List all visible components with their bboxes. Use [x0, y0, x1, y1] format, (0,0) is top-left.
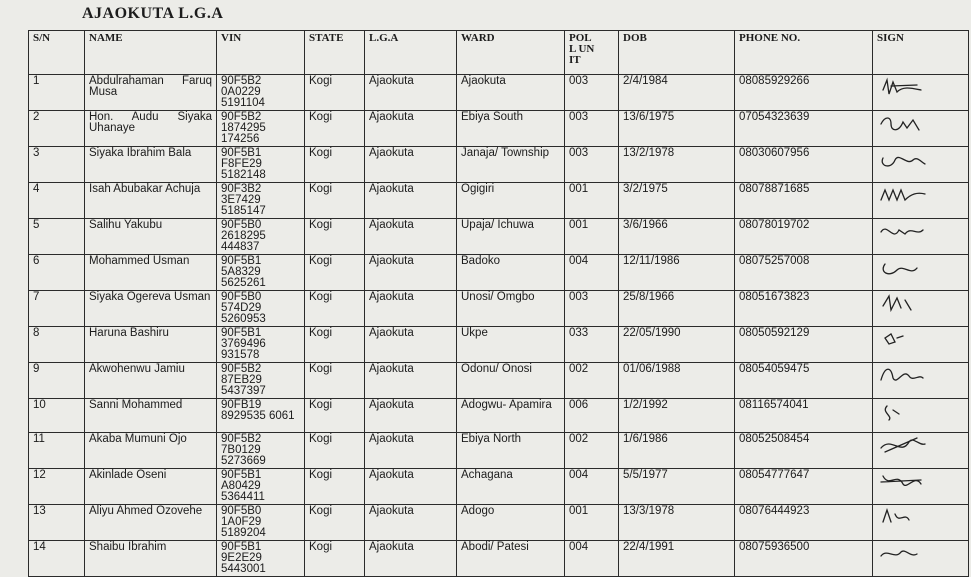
cell-ward: Abodi/ Patesi — [457, 541, 565, 577]
signature-cell — [873, 433, 969, 469]
cell-vin: 90F3B2 3E7429 5185147 — [217, 183, 305, 219]
cell-ward: Ebiya North — [457, 433, 565, 469]
header-sign: SIGN — [873, 31, 969, 75]
table-row — [29, 505, 969, 541]
cell-lga: Ajaokuta — [365, 219, 457, 255]
cell-state: Kogi — [305, 433, 365, 469]
handwritten-signature — [877, 292, 933, 318]
table-row — [29, 363, 969, 399]
handwritten-signature — [877, 470, 933, 496]
cell-pu: 001 — [565, 219, 619, 255]
cell-pu: 033 — [565, 327, 619, 363]
header-sn: S/N — [29, 31, 85, 75]
cell-lga: Ajaokuta — [365, 291, 457, 327]
cell-ward: Upaja/ Ichuwa — [457, 219, 565, 255]
cell-vin: 90F5B2 7B0129 5273669 — [217, 433, 305, 469]
table-row — [29, 291, 969, 327]
cell-lga: Ajaokuta — [365, 469, 457, 505]
cell-pu: 003 — [565, 147, 619, 183]
cell-sn: 3 — [29, 147, 85, 183]
cell-ward: Achagana — [457, 469, 565, 505]
cell-name: Shaibu Ibrahim — [85, 541, 217, 577]
cell-pu: 001 — [565, 183, 619, 219]
cell-phone: 08078019702 — [735, 219, 873, 255]
cell-name: Abdulrahaman Faruq Musa — [85, 75, 217, 111]
cell-vin: 90F5B2 0A0229 5191104 — [217, 75, 305, 111]
cell-name: Salihu Yakubu — [85, 219, 217, 255]
signature-cell — [873, 541, 969, 577]
cell-dob: 2/4/1984 — [619, 75, 735, 111]
cell-sn: 9 — [29, 363, 85, 399]
cell-phone: 08075936500 — [735, 541, 873, 577]
cell-phone: 08054059475 — [735, 363, 873, 399]
handwritten-signature — [877, 112, 933, 138]
cell-dob: 12/11/1986 — [619, 255, 735, 291]
handwritten-signature — [877, 148, 933, 174]
cell-dob: 13/2/1978 — [619, 147, 735, 183]
cell-dob: 3/2/1975 — [619, 183, 735, 219]
handwritten-signature — [877, 220, 933, 246]
cell-dob: 13/6/1975 — [619, 111, 735, 147]
table-row — [29, 327, 969, 363]
cell-state: Kogi — [305, 183, 365, 219]
signature-cell — [873, 255, 969, 291]
cell-pu: 002 — [565, 433, 619, 469]
cell-ward: Badoko — [457, 255, 565, 291]
signature-cell — [873, 291, 969, 327]
header-poll-unit: POLL UNIT — [565, 31, 619, 75]
cell-lga: Ajaokuta — [365, 433, 457, 469]
cell-sn: 10 — [29, 399, 85, 433]
cell-name: Mohammed Usman — [85, 255, 217, 291]
header-phone: PHONE NO. — [735, 31, 873, 75]
signature-cell — [873, 399, 969, 433]
cell-ward: Adogo — [457, 505, 565, 541]
cell-dob: 3/6/1966 — [619, 219, 735, 255]
table-row — [29, 255, 969, 291]
signature-cell — [873, 505, 969, 541]
signature-cell — [873, 147, 969, 183]
cell-pu: 001 — [565, 505, 619, 541]
voter-register-table — [28, 30, 969, 577]
cell-dob: 22/4/1991 — [619, 541, 735, 577]
cell-sn: 11 — [29, 433, 85, 469]
cell-name: Isah Abubakar Achuja — [85, 183, 217, 219]
cell-state: Kogi — [305, 363, 365, 399]
cell-phone: 08076444923 — [735, 505, 873, 541]
cell-ward: Ukpe — [457, 327, 565, 363]
signature-cell — [873, 111, 969, 147]
cell-state: Kogi — [305, 111, 365, 147]
cell-pu: 004 — [565, 469, 619, 505]
cell-pu: 002 — [565, 363, 619, 399]
signature-cell — [873, 75, 969, 111]
cell-vin: 90F5B1 3769496 931578 — [217, 327, 305, 363]
cell-state: Kogi — [305, 219, 365, 255]
cell-phone: 08052508454 — [735, 433, 873, 469]
handwritten-signature — [877, 506, 933, 532]
cell-sn: 13 — [29, 505, 85, 541]
cell-state: Kogi — [305, 255, 365, 291]
header-name: NAME — [85, 31, 217, 75]
cell-pu: 003 — [565, 75, 619, 111]
cell-vin: 90F5B0 574D29 5260953 — [217, 291, 305, 327]
cell-dob: 22/05/1990 — [619, 327, 735, 363]
cell-name: Siyaka Ibrahim Bala — [85, 147, 217, 183]
signature-cell — [873, 469, 969, 505]
cell-vin: 90F5B0 1A0F29 5189204 — [217, 505, 305, 541]
cell-state: Kogi — [305, 147, 365, 183]
cell-phone: 08054777647 — [735, 469, 873, 505]
cell-vin: 90F5B1 F8FE29 5182148 — [217, 147, 305, 183]
cell-lga: Ajaokuta — [365, 399, 457, 433]
cell-pu: 004 — [565, 541, 619, 577]
cell-lga: Ajaokuta — [365, 147, 457, 183]
signature-cell — [873, 219, 969, 255]
cell-vin: 90F5B2 1874295 174256 — [217, 111, 305, 147]
cell-lga: Ajaokuta — [365, 327, 457, 363]
cell-name: Hon. Audu Siyaka Uhanaye — [85, 111, 217, 147]
cell-vin: 90F5B1 A80429 5364411 — [217, 469, 305, 505]
cell-phone: 08050592129 — [735, 327, 873, 363]
cell-dob: 1/6/1986 — [619, 433, 735, 469]
cell-state: Kogi — [305, 505, 365, 541]
cell-sn: 7 — [29, 291, 85, 327]
cell-state: Kogi — [305, 399, 365, 433]
signature-cell — [873, 183, 969, 219]
cell-phone: 08078871685 — [735, 183, 873, 219]
handwritten-signature — [877, 364, 933, 390]
cell-sn: 5 — [29, 219, 85, 255]
header-state: STATE — [305, 31, 365, 75]
cell-sn: 12 — [29, 469, 85, 505]
cell-sn: 2 — [29, 111, 85, 147]
cell-phone: 07054323639 — [735, 111, 873, 147]
handwritten-signature — [877, 400, 933, 426]
cell-vin: 90F5B1 5A8329 5625261 — [217, 255, 305, 291]
cell-name: Akinlade Oseni — [85, 469, 217, 505]
handwritten-signature — [877, 542, 933, 568]
cell-name: Siyaka Ogereva Usman — [85, 291, 217, 327]
table-row — [29, 75, 969, 111]
header-vin: VIN — [217, 31, 305, 75]
document-title: AJAOKUTA L.G.A — [82, 5, 224, 22]
handwritten-signature — [877, 434, 933, 460]
handwritten-signature — [877, 184, 933, 210]
signature-cell — [873, 327, 969, 363]
cell-sn: 6 — [29, 255, 85, 291]
cell-vin: 90FB19 8929535 6061 — [217, 399, 305, 433]
cell-pu: 006 — [565, 399, 619, 433]
signature-cell — [873, 363, 969, 399]
cell-name: Akwohenwu Jamiu — [85, 363, 217, 399]
table-header-row — [29, 31, 969, 75]
cell-lga: Ajaokuta — [365, 111, 457, 147]
cell-lga: Ajaokuta — [365, 183, 457, 219]
cell-lga: Ajaokuta — [365, 75, 457, 111]
cell-vin: 90F5B1 9E2E29 5443001 — [217, 541, 305, 577]
cell-state: Kogi — [305, 75, 365, 111]
handwritten-signature — [877, 76, 933, 102]
cell-sn: 14 — [29, 541, 85, 577]
cell-lga: Ajaokuta — [365, 363, 457, 399]
cell-ward: Ajaokuta — [457, 75, 565, 111]
cell-name: Sanni Mohammed — [85, 399, 217, 433]
cell-dob: 1/2/1992 — [619, 399, 735, 433]
cell-ward: Adogwu- Apamira — [457, 399, 565, 433]
header-lga: L.G.A — [365, 31, 457, 75]
table-row — [29, 541, 969, 577]
cell-phone: 08116574041 — [735, 399, 873, 433]
handwritten-signature — [877, 256, 933, 282]
cell-dob: 13/3/1978 — [619, 505, 735, 541]
cell-pu: 003 — [565, 291, 619, 327]
cell-state: Kogi — [305, 327, 365, 363]
cell-lga: Ajaokuta — [365, 541, 457, 577]
cell-name: Aliyu Ahmed Ozovehe — [85, 505, 217, 541]
header-ward: WARD — [457, 31, 565, 75]
table-row — [29, 399, 969, 433]
table-row — [29, 219, 969, 255]
cell-phone: 08030607956 — [735, 147, 873, 183]
table-row — [29, 433, 969, 469]
cell-name: Haruna Bashiru — [85, 327, 217, 363]
cell-lga: Ajaokuta — [365, 505, 457, 541]
cell-phone: 08075257008 — [735, 255, 873, 291]
header-dob: DOB — [619, 31, 735, 75]
cell-phone: 08051673823 — [735, 291, 873, 327]
cell-pu: 003 — [565, 111, 619, 147]
cell-ward: Ogigiri — [457, 183, 565, 219]
cell-ward: Odonu/ Onosi — [457, 363, 565, 399]
cell-state: Kogi — [305, 469, 365, 505]
handwritten-signature — [877, 328, 933, 354]
cell-sn: 4 — [29, 183, 85, 219]
cell-dob: 25/8/1966 — [619, 291, 735, 327]
cell-state: Kogi — [305, 541, 365, 577]
cell-lga: Ajaokuta — [365, 255, 457, 291]
cell-name: Akaba Mumuni Ojo — [85, 433, 217, 469]
cell-ward: Ebiya South — [457, 111, 565, 147]
cell-dob: 01/06/1988 — [619, 363, 735, 399]
cell-sn: 1 — [29, 75, 85, 111]
cell-pu: 004 — [565, 255, 619, 291]
cell-phone: 08085929266 — [735, 75, 873, 111]
cell-ward: Janaja/ Township — [457, 147, 565, 183]
table-row — [29, 183, 969, 219]
cell-sn: 8 — [29, 327, 85, 363]
cell-dob: 5/5/1977 — [619, 469, 735, 505]
cell-state: Kogi — [305, 291, 365, 327]
cell-vin: 90F5B2 87EB29 5437397 — [217, 363, 305, 399]
cell-ward: Unosi/ Omgbo — [457, 291, 565, 327]
table-row — [29, 111, 969, 147]
cell-vin: 90F5B0 2618295 444837 — [217, 219, 305, 255]
table-row — [29, 469, 969, 505]
table-row — [29, 147, 969, 183]
